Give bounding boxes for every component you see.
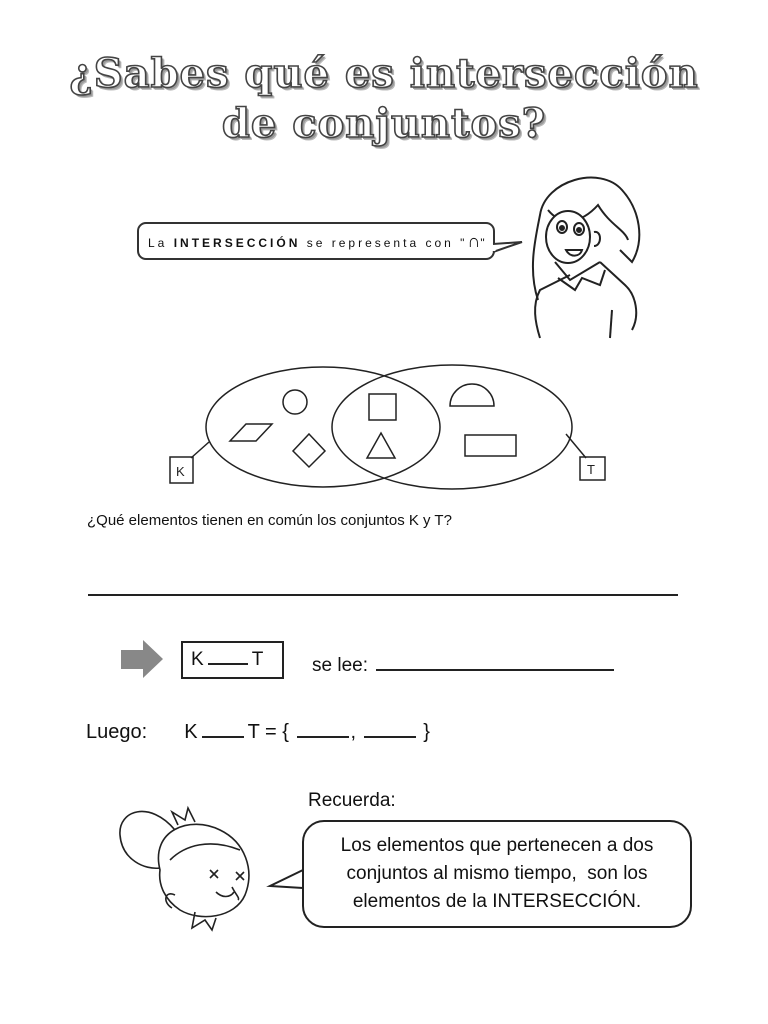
rectangle-shape-icon (465, 435, 516, 456)
arrow-right-icon (121, 640, 163, 678)
luego-element-blank-1[interactable] (297, 716, 349, 738)
reminder-line-1: Los elementos que pertenecen a dos (340, 835, 654, 856)
title-line-2: de conjuntos? (221, 100, 547, 147)
square-shape-icon (369, 394, 396, 420)
question-text: ¿Qué elementos tienen en común los conjuntos K y T? (87, 512, 452, 529)
speech-prefix: La (148, 236, 168, 250)
box-set-t: T (251, 649, 264, 670)
set-t-ellipse (332, 365, 572, 489)
box-set-k: K (191, 649, 204, 670)
triangle-shape-icon (367, 433, 395, 458)
se-lee-label: se lee: (312, 655, 368, 676)
speech-bubble-reminder (302, 820, 692, 928)
circle-shape-icon (283, 390, 307, 414)
luego-line (86, 716, 430, 744)
reminder-line-2: conjuntos al mismo tiempo, son los (346, 863, 648, 884)
set-t-label: T (587, 462, 595, 477)
luego-label: Luego: (86, 721, 148, 743)
speech-suffix: se representa con " (306, 236, 468, 250)
intersection-notation-box (181, 641, 284, 679)
luego-close-brace: } (423, 721, 430, 743)
speech-keyword: INTERSECCIÓN (173, 236, 301, 250)
rhombus-shape-icon (230, 424, 272, 441)
reading-line (312, 649, 614, 677)
luego-symbol-blank[interactable] (202, 716, 244, 738)
reading-blank[interactable] (376, 649, 614, 671)
speech-bubble-tail (493, 242, 522, 252)
recuerda-label: Recuerda: (308, 790, 396, 811)
semicircle-shape-icon (450, 384, 494, 406)
speech-close-quote: " (480, 236, 488, 250)
ponytail-girl-character-icon (120, 808, 249, 930)
speech-bubble-tail-2 (270, 870, 303, 888)
set-k-ellipse (206, 367, 440, 487)
answer-blank-line[interactable] (88, 594, 678, 596)
symbol-blank[interactable] (208, 643, 248, 665)
luego-set-k: K (184, 721, 198, 743)
girl-character-icon (533, 178, 639, 338)
set-k-label: K (176, 464, 185, 479)
title-line-1: ¿Sabes qué es intersección (69, 50, 699, 97)
luego-comma: , (350, 721, 357, 743)
reminder-line-3: elementos de la INTERSECCIÓN. (352, 891, 642, 912)
intersection-symbol: ∩ (467, 231, 481, 251)
diamond-shape-icon (293, 434, 325, 467)
venn-diagram (170, 365, 605, 489)
luego-element-blank-2[interactable] (364, 716, 416, 738)
luego-set-t-equals: T = { (247, 721, 289, 743)
